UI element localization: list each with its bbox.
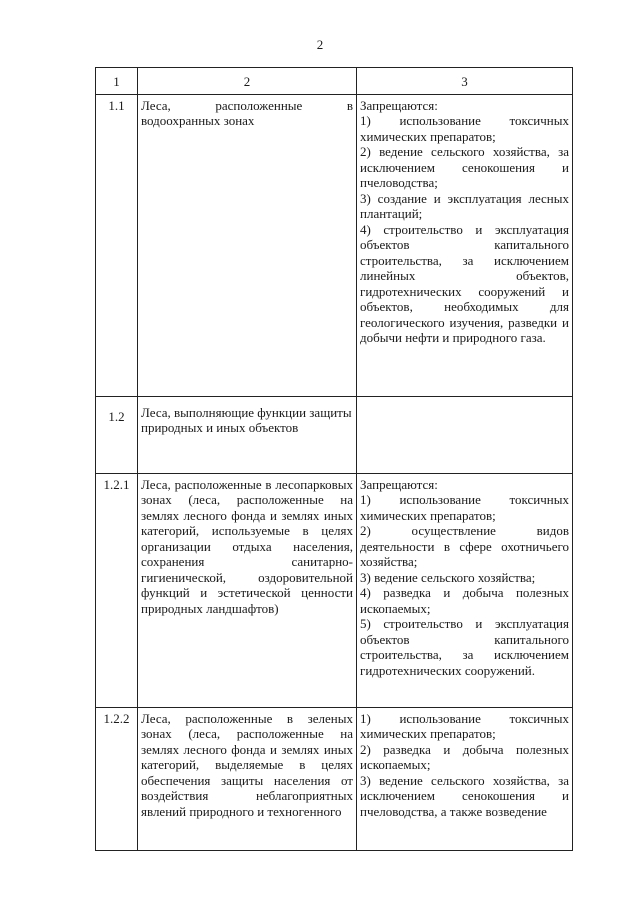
restriction-item: 1) использование токсичных химических препаратов;	[360, 492, 569, 523]
restriction-item: Запрещаются:	[360, 476, 438, 492]
header-col-3: 3	[357, 68, 573, 95]
row-number: 1.2.2	[96, 707, 138, 850]
restriction-item: 3) создание и эксплуатация лесных плантаций;	[360, 190, 569, 221]
table-row	[96, 473, 573, 707]
restrictions-cell	[357, 473, 573, 707]
restrictions-cell	[357, 707, 573, 850]
restriction-item: 4) разведка и добыча полезных ископаемых;	[360, 585, 569, 616]
forest-category: Леса, расположенные в зеленых зонах (леса, расположенные на землях лесного фонда и землях иных категорий, выделяемые в целях обеспечения защиты населения от воздействия неблагоприятных явлений природного и техногенного	[138, 707, 357, 850]
restriction-item: Запрещаются:	[360, 97, 438, 113]
row-number: 1.2.1	[96, 473, 138, 707]
row-number: 1.2	[96, 396, 138, 473]
restriction-item: 1) использование токсичных химических препаратов;	[360, 710, 569, 741]
row-number: 1.1	[96, 94, 138, 396]
restrictions-cell	[357, 94, 573, 396]
header-col-1: 1	[96, 68, 138, 95]
table-row	[96, 94, 573, 396]
restriction-item: 4) строительство и эксплуатация объектов капитального строительства, за исключением линейных объектов, гидротехнических сооружений и объектов, необходимых для геологического изучения, разведки и добычи нефти и природного газа.	[360, 221, 569, 345]
restriction-item: 3) ведение сельского хозяйства, за исключением сенокошения и пчеловодства, а также возведение	[360, 772, 569, 819]
table-row	[96, 707, 573, 850]
header-col-2: 2	[138, 68, 357, 95]
restrictions-cell	[357, 396, 573, 473]
restriction-item: 2) ведение сельского хозяйства, за исключением сенокошения и пчеловодства;	[360, 144, 569, 190]
restriction-item: 1) использование токсичных химических препаратов;	[360, 113, 569, 144]
restriction-item: 2) осуществление видов деятельности в сфере охотничьего хозяйства;	[360, 523, 569, 569]
table-row	[96, 396, 573, 473]
restriction-item: 5) строительство и эксплуатация объектов капитального строительства, за исключением гидротехнических сооружений.	[360, 616, 569, 678]
restrictions-table	[95, 67, 573, 851]
restriction-item: 2) разведка и добыча полезных ископаемых;	[360, 741, 569, 772]
restriction-item: 3) ведение сельского хозяйства;	[360, 569, 536, 585]
table-header-row	[96, 68, 573, 95]
forest-category: Леса, расположенные в водоохранных зонах	[138, 94, 357, 396]
forest-category: Леса, выполняющие функции защиты природных и иных объектов	[138, 396, 357, 473]
page-number: 2	[316, 37, 324, 52]
forest-category: Леса, расположенные в лесопарковых зонах (леса, расположенные на землях лесного фонда и землях иных категорий, используемые в целях организации отдыха населения, сохранения санитарно-гигиенической, оздоровительной функций и эстетической ценности природных ландшафтов)	[138, 473, 357, 707]
